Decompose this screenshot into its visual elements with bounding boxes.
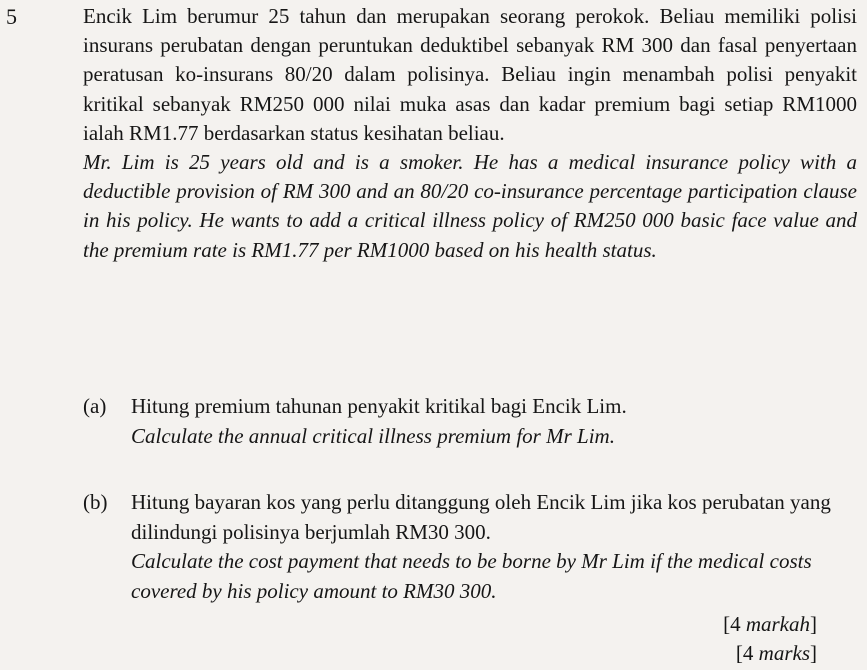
marks-malay-close: ] bbox=[810, 612, 817, 636]
marks-malay-word: markah bbox=[745, 612, 810, 636]
part-a bbox=[83, 392, 857, 451]
marks-malay bbox=[723, 610, 817, 639]
part-a-text-english: Calculate the annual critical illness premium for Mr Lim. bbox=[131, 423, 615, 448]
marks-english-close: ] bbox=[810, 641, 817, 665]
part-a-label: (a) bbox=[83, 394, 107, 418]
part-b-content bbox=[131, 488, 857, 606]
marks-english-open: [4 bbox=[735, 641, 759, 665]
question-text-malay: Encik Lim berumur 25 tahun dan merupakan seorang perokok. Beliau memiliki polisi insurans perubatan dengan peruntukan deduktibel sebanyak RM 300 dan fasal penyertaan peratusan ko-insurans 80/20 dalam polisinya. Beliau ingin menambah polisi penyakit kritikal sebanyak RM250 000 nilai muka asas dan kadar premium bagi setiap RM1000 ialah RM1.77 berdasarkan status kesihatan beliau. bbox=[83, 4, 857, 145]
question-number: 5 bbox=[6, 4, 17, 29]
question-body bbox=[83, 2, 857, 265]
part-b-text-malay: Hitung bayaran kos yang perlu ditanggung oleh Encik Lim jika kos perubatan yang dilindungi polisinya berjumlah RM30 300. bbox=[131, 490, 831, 544]
marks-english-word: marks bbox=[758, 641, 810, 665]
part-b-text-english: Calculate the cost payment that needs to be borne by Mr Lim if the medical costs covered by his policy amount to RM30 300. bbox=[131, 549, 812, 603]
part-a-text-malay: Hitung premium tahunan penyakit kritikal bagi Encik Lim. bbox=[131, 394, 627, 418]
part-b bbox=[83, 488, 857, 606]
part-b-label: (b) bbox=[83, 490, 108, 514]
marks-malay-open: [4 bbox=[723, 612, 746, 636]
part-a-content bbox=[131, 392, 857, 451]
marks-english bbox=[736, 639, 817, 668]
question-text-english: Mr. Lim is 25 years old and is a smoker. He has a medical insurance policy with a deductible provision of RM 300 and an 80/20 co-insurance percentage participation clause in his policy. He wants to add a critical illness policy of RM250 000 basic face value and the premium rate is RM1.77 per RM1000 based on his health status. bbox=[83, 150, 857, 262]
